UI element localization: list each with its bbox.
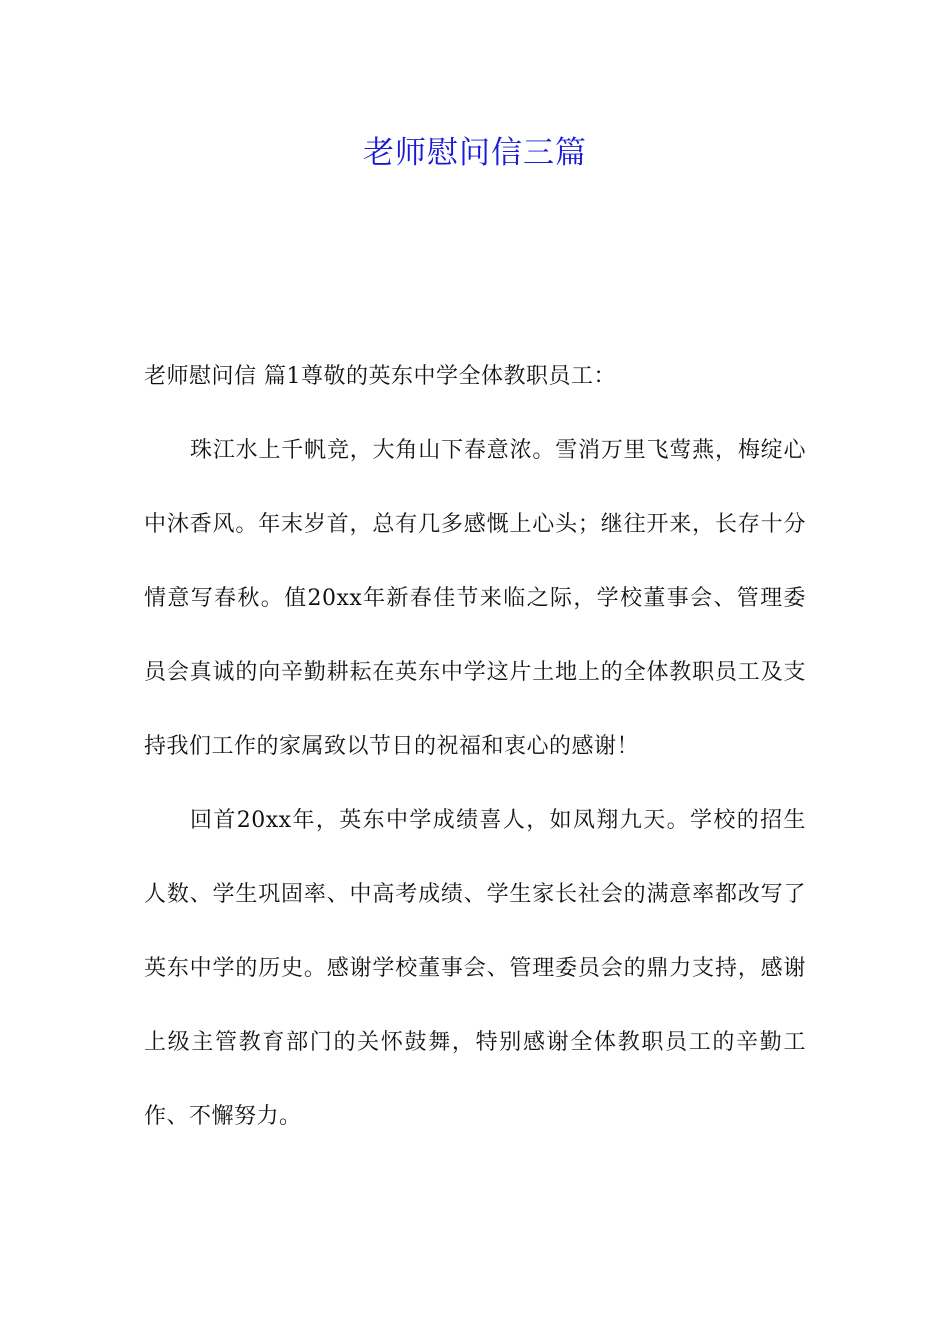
paragraph-1: 珠江水上千帆竞，大角山下春意浓。雪消万里飞莺燕，梅绽心中沐香风。年末岁首，总有几多感慨上心头；继往开来，长存十分情意写春秋。值20xx年新春佳节来临之际，学校董事会、管理委员会真诚的向辛勤耕耘在英东中学这片土地上的全体教职员工及支持我们工作的家属致以节日的祝福和衷心的感谢！ [144,438,806,759]
salutation-line: 老师慰问信 篇1尊敬的英东中学全体教职员工： [144,364,616,389]
document-title: 老师慰问信三篇 [363,135,587,171]
paragraph-2: 回首20xx年，英东中学成绩喜人，如凤翔九天。学校的招生人数、学生巩固率、中高考成绩、学生家长社会的满意率都改写了英东中学的历史。感谢学校董事会、管理委员会的鼎力支持，感谢上级主管教育部门的关怀鼓舞，特别感谢全体教职员工的辛勤工作、不懈努力。 [144,808,806,1129]
document-body [144,340,806,1154]
